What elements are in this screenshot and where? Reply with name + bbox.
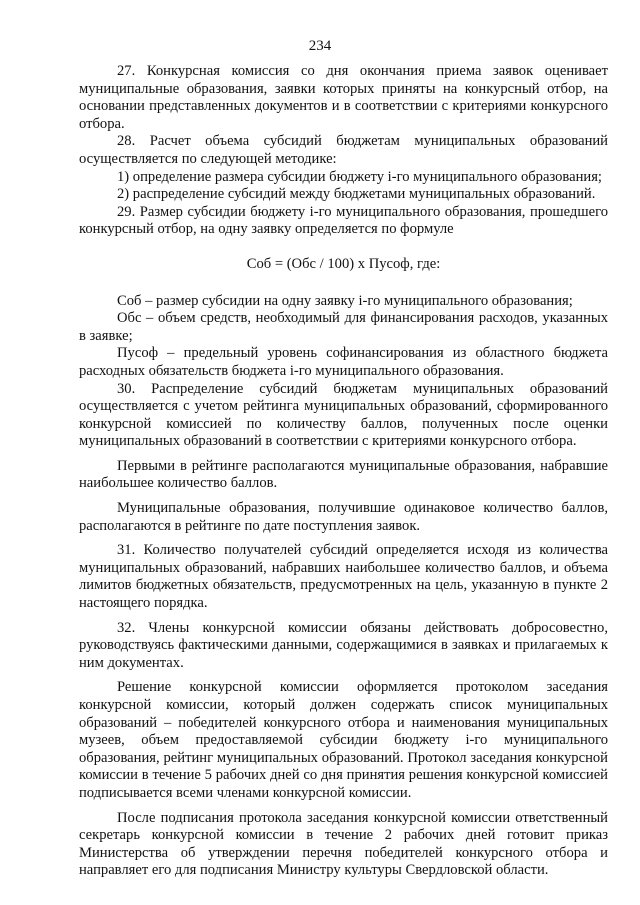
paragraph-protocol: Решение конкурсной комиссии оформляется протоколом заседания конкурсной комиссии, который должен содержать список муниципальных образований – победителей конкурсного отбора и наименования муниципальных музеев, объем предоставляемой субсидии бюджету i-го муниципального образования, рейтинг муниципальных образований. Протокол заседания конкурсной комиссии в течение 5 рабочих дней со дня принятия решения конкурсной комиссией подписывается всеми членами конкурсной комиссии. — [79, 679, 608, 801]
paragraph-28: 28. Расчет объема субсидий бюджетам муниципальных образований осуществляется по следующей методике: — [79, 133, 608, 167]
paragraph-32: 32. Члены конкурсной комиссии обязаны действовать добросовестно, руководствуясь фактическими данными, содержащимися в заявках и прилагаемых к ним документах. — [79, 619, 608, 671]
definition-pusof: Пусоф – предельный уровень софинансирования из областного бюджета расходных обязательств бюджета i-го муниципального образования. — [79, 345, 608, 379]
paragraph-31: 31. Количество получателей субсидий определяется исходя из количества муниципальных образований, набравших наибольшее количество баллов, и объема лимитов бюджетных обязательств, предусмотренных на цель, указанную в пункте 2 настоящего порядка. — [79, 542, 608, 612]
paragraph-28-item-1: 1) определение размера субсидии бюджету i-го муниципального образования; — [117, 168, 602, 185]
definition-obs: Обс – объем средств, необходимый для финансирования расходов, указанных в заявке; — [79, 310, 608, 344]
formula: Соб = (Обс / 100) х Пусоф, где: — [246, 255, 441, 272]
paragraph-order: После подписания протокола заседания конкурсной комиссии ответственный секретарь конкурсной комиссии в течение 2 рабочих дней готовит приказ Министерства об утверждении перечня победителей конкурсного отбора и направляет его для подписания Министру культуры Свердловской области. — [79, 809, 608, 879]
document-body — [79, 63, 608, 880]
paragraph-rating-first: Первыми в рейтинге располагаются муниципальные образования, набравшие наибольшее количество баллов. — [79, 457, 608, 492]
paragraph-28-item-2: 2) распределение субсидий между бюджетами муниципальных образований. — [117, 186, 596, 203]
definition-sob: Соб – размер субсидии на одну заявку i-го муниципального образования; — [117, 292, 573, 309]
paragraph-29: 29. Размер субсидии бюджету i-го муниципального образования, прошедшего конкурсный отбор, на одну заявку определяется по формуле — [79, 203, 608, 238]
paragraph-30: 30. Распределение субсидий бюджетам муниципальных образований осуществляется с учетом рейтинга муниципальных образований, сформированного конкурсной комиссией по количеству баллов, полученных после оценки муниципальных образований в соответствии с критериями конкурсного отбора. — [79, 380, 608, 450]
paragraph-27: 27. Конкурсная комиссия со дня окончания приема заявок оценивает муниципальные образования, заявки которых приняты на конкурсный отбор, на основании представленных документов и в соответствии с критериями конкурсного отбора. — [79, 63, 608, 132]
page-number: 234 — [308, 38, 332, 54]
paragraph-rating-equal: Муниципальные образования, получившие одинаковое количество баллов, располагаются в рейтинге по дате поступления заявок. — [79, 500, 608, 534]
